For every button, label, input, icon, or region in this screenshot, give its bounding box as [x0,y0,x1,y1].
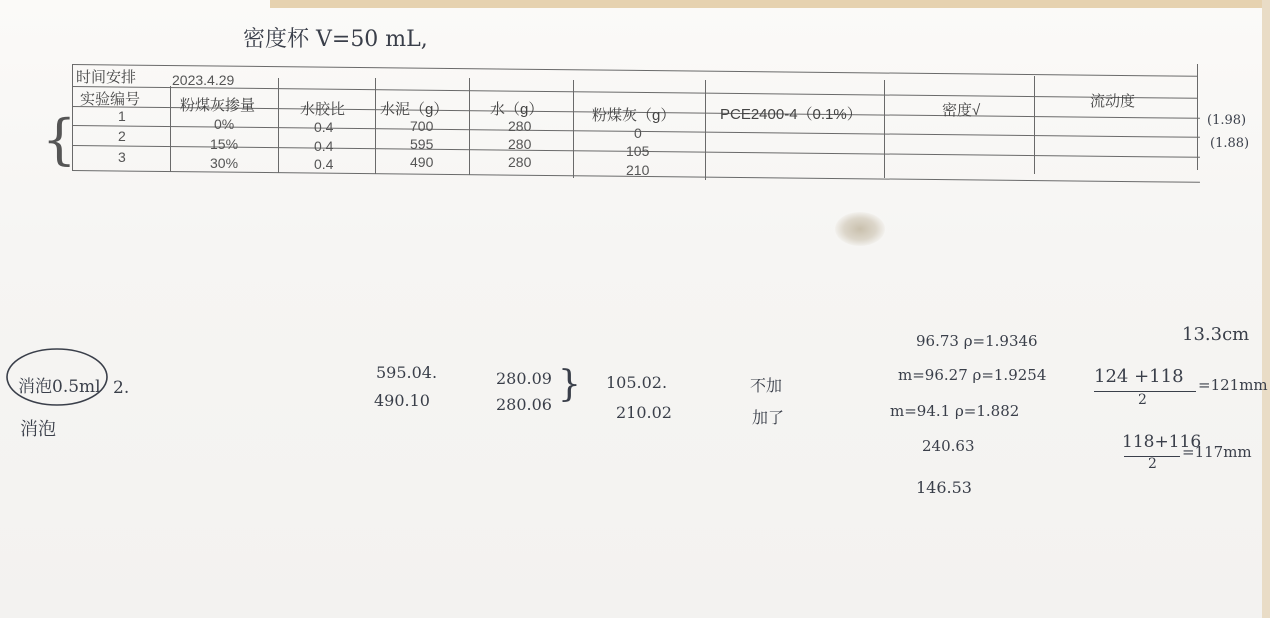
table-cell: 0.4 [314,138,334,154]
table-cell: 15% [210,136,239,152]
side-note: (1.98) [1207,113,1247,128]
table-cell: 2 [118,128,126,144]
table-cell: 0% [214,116,235,132]
density-note: m=96.27 ρ=1.9254 [898,366,1047,384]
schedule-date: 2023.4.29 [172,72,235,88]
density-note: 240.63 [922,437,975,455]
table-cell: 105 [626,143,650,159]
table-top-border [72,64,1198,77]
flow-note: 2 [1148,456,1157,472]
density-note: m=94.1 ρ=1.882 [890,402,1020,420]
table-vline-6 [705,80,706,180]
header-cell: 流动度 [1090,93,1136,110]
table-cell: 490 [410,154,434,170]
water-mass: 280.09 [496,369,552,388]
cement-mass: 490.10 [374,391,430,410]
paper-stain [835,212,885,246]
schedule-label: 时间安排 [76,69,137,86]
table-vline-8 [1034,76,1035,174]
side-note: (1.88) [1210,136,1250,151]
table-cell: 0.4 [314,119,334,135]
table-vline-4 [469,78,470,175]
table-cell: 30% [210,155,239,171]
table-vline-7 [884,80,885,178]
cement-mass: 595.04. [376,363,438,382]
table-vline-5 [573,80,574,178]
header-cell: 实验编号 [80,91,141,108]
table-cell: 280 [508,154,532,170]
table-cell: 210 [626,162,650,178]
brace-mark: { [42,108,77,171]
header-cell: 粉煤灰掺量 [180,97,256,114]
table-vline-2 [278,78,279,173]
table-vline-9 [1197,64,1198,170]
density-note: 146.53 [916,478,972,497]
header-cell: 水胶比 [300,101,346,118]
table-edge [270,0,1270,8]
flow-note: =117mm [1182,443,1252,461]
page-title: 密度杯 V=50 mL, [243,27,428,52]
header-cell: 水泥（g） [380,101,449,118]
table-cell: 3 [118,149,126,165]
header-cell: 水（g） [490,101,544,118]
table-cell: 0.4 [314,156,334,172]
header-cell: PCE2400-4（0.1%） [720,106,862,123]
defoamer-note: 消泡 [20,419,56,440]
flyash-mass: 210.02 [616,403,672,422]
table-cell: 595 [410,136,434,152]
table-vline-3 [375,78,376,174]
header-cell: 粉煤灰（g） [592,107,676,124]
flow-note: 118+116 [1122,432,1202,452]
additive-note: 不加 [750,376,783,395]
density-note: 96.73 ρ=1.9346 [916,332,1038,350]
table-cell: 0 [634,125,642,141]
table-cell: 700 [410,118,434,134]
brace-mark: } [558,364,581,405]
table-cell: 280 [508,118,532,134]
water-mass: 280.06 [496,395,552,414]
flow-note: 124 +118 [1094,366,1184,387]
table-cell: 1 [118,108,126,124]
defoamer-num: 2. [113,378,130,398]
table-cell: 280 [508,136,532,152]
flow-note: 13.3cm [1182,324,1250,345]
flyash-mass: 105.02. [606,373,668,392]
table-vline-1 [170,86,171,172]
defoamer-circled: 消泡0.5ml [18,377,101,397]
additive-note: 加了 [752,408,785,427]
flow-note: =121mm [1198,376,1268,394]
flow-note: 2 [1138,392,1147,408]
header-cell: 密度√ [942,102,981,119]
table-edge-right [1262,0,1270,618]
